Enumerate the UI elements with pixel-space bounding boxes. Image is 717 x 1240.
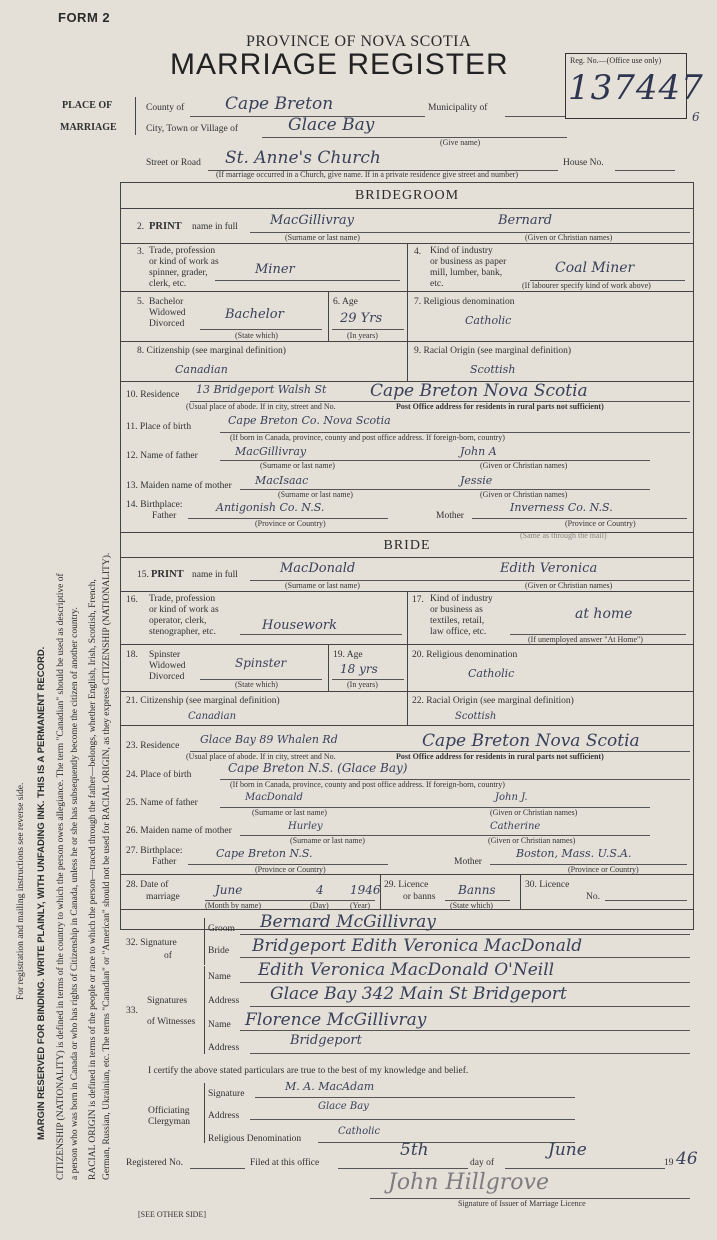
street-label: Street or Road: [146, 158, 201, 168]
bride-heading: BRIDE: [383, 538, 431, 553]
groom-religion-label: 7. Religious denomination: [414, 297, 515, 307]
groom-citizenship-value: Canadian: [175, 363, 228, 376]
w1-name: Edith Veronica MacDonald O'Neill: [258, 960, 555, 980]
groom-mother-label: 13. Maiden name of mother: [126, 481, 232, 491]
bride-mother-given-caption: (Given or Christian names): [488, 836, 576, 845]
w2-address-label: Address: [208, 1043, 240, 1053]
margin-note-citizenship-a: CITIZENSHIP (NATIONALITY) is defined in terms of the country to which the person owes allegiance. The term "Canadian" should be used as descriptive of: [56, 573, 66, 1180]
clergy-bracket: [204, 1083, 205, 1143]
bride-mother-birth-label: Mother: [454, 857, 482, 867]
bride-given-caption: (Given or Christian names): [525, 581, 613, 590]
divider: [380, 874, 381, 909]
signature-of-label: of: [164, 951, 172, 961]
place-bracket: [135, 97, 136, 135]
w1-address-label: Address: [208, 996, 240, 1006]
filed-year-prefix: 19: [664, 1158, 674, 1168]
bride-industry-num: 17.: [412, 595, 424, 605]
groom-trade-label: Trade, profession or kind of work as spinner, grader, clerk, etc.: [149, 246, 219, 289]
bride-residence-caption: (Usual place of abode. If in city, street and No.: [186, 752, 336, 761]
licence-label2: or banns: [403, 892, 436, 902]
margin-notes: [0, 0, 120, 1240]
bride-religion-value: Catholic: [468, 667, 515, 680]
groom-father-surname-caption: (Surname or last name): [260, 461, 335, 470]
issuer-signature: John Hillgrove: [388, 1170, 549, 1195]
divider: [120, 208, 693, 209]
clergy-address-label: Address: [208, 1111, 240, 1121]
bride-mother-label: 26. Maiden name of mother: [126, 826, 232, 836]
clergy-address: Glace Bay: [318, 1101, 369, 1112]
place-of-label: PLACE OF: [62, 100, 113, 111]
bride-mother-surname-caption: (Surname or last name): [290, 836, 365, 845]
groom-residence-place: Cape Breton Nova Scotia: [370, 381, 588, 401]
witnesses-num: 33.: [126, 1006, 138, 1016]
w2-name: Florence McGillivray: [245, 1010, 427, 1030]
w2-name-underline: [240, 1030, 690, 1031]
groom-mother-province-caption: (Province or Country): [565, 519, 636, 528]
groom-mother-birthplace: Inverness Co. N.S.: [510, 501, 613, 514]
year-caption: (Year): [350, 901, 371, 910]
groom-father-province-caption: (Province or Country): [255, 519, 326, 528]
registered-no-underline: [190, 1168, 245, 1169]
faded-note: (Same as through the mail): [520, 531, 607, 540]
groom-residence-street: 13 Bridgeport Walsh St: [196, 383, 327, 396]
divider: [520, 874, 521, 909]
groom-father-surname: MacGillivray: [235, 445, 307, 458]
divider: [328, 291, 329, 341]
groom-trade-value: Miner: [255, 262, 295, 277]
bride-mother-given: Catherine: [490, 821, 541, 832]
signature-bracket: [204, 918, 205, 965]
groom-religion-value: Catholic: [465, 314, 512, 327]
groom-mother-given-caption: (Given or Christian names): [480, 490, 568, 499]
registration-number: 137447: [568, 68, 704, 108]
bride-racial-label: 22. Racial Origin (see marginal definition): [412, 696, 574, 706]
bride-father-given-caption: (Given or Christian names): [490, 808, 578, 817]
divider: [407, 291, 408, 341]
groom-residence-label: 10. Residence: [126, 390, 180, 400]
marriage-year: 1946: [350, 883, 381, 897]
bride-mother-province-caption: (Province or Country): [568, 865, 639, 874]
groom-state-caption: (State which): [235, 331, 278, 340]
licence-label: 29. Licence: [384, 880, 429, 890]
house-no-label: House No.: [563, 158, 604, 168]
groom-sig-label: Groom: [208, 924, 235, 934]
marriage-date-label: 28. Date of: [126, 880, 169, 890]
divider: [407, 644, 408, 691]
bride-surname-caption: (Surname or last name): [285, 581, 360, 590]
bride-status-value: Spinster: [235, 656, 287, 670]
bride-birth-caption: (If born in Canada, province, county and post office address. If foreign-born, country): [230, 780, 505, 789]
municipality-underline: [505, 116, 565, 117]
month-caption: (Month by name): [205, 901, 261, 910]
clergy-sig-label: Signature: [208, 1089, 245, 1099]
give-name-caption: (Give name): [440, 138, 481, 147]
groom-surname: MacGillivray: [270, 213, 355, 228]
bride-name-label: name in full: [192, 570, 238, 580]
see-other-side: [SEE OTHER SIDE]: [138, 1210, 206, 1219]
margin-note-binding: MARGIN RESERVED FOR BINDING. WRITE PLAINLY, WITH UNFADING INK. THIS IS A PERMANENT RECORD.: [36, 646, 47, 1140]
groom-father-birth-label: Father: [152, 511, 177, 521]
divider: [120, 725, 693, 726]
bride-print-label: PRINT: [151, 569, 184, 580]
city-value: Glace Bay: [288, 115, 375, 135]
filed-label: Filed at this office: [250, 1158, 320, 1168]
county-value: Cape Breton: [225, 94, 334, 114]
licence-no-underline: [605, 900, 687, 901]
groom-name-num: 2.: [137, 222, 145, 232]
licence-state-caption: (State which): [450, 901, 493, 910]
groom-father-label: 12. Name of father: [126, 451, 198, 461]
bride-father-birth-label: Father: [152, 857, 177, 867]
groom-residence-caption-bold: Post Office address for residents in rural parts not sufficient): [396, 402, 604, 411]
groom-age-caption: (In years): [347, 331, 378, 340]
margin-note-citizenship-b: a person who was born in Canada or who has rights of Citizenship in Canada, unless he or she has subsequently become the citizen of another country.: [70, 607, 80, 1180]
bride-given: Edith Veronica: [500, 561, 598, 576]
groom-industry-caption: (If labourer specify kind of work above): [522, 281, 651, 290]
clergyman-label: Clergyman: [148, 1117, 191, 1127]
bride-sig-label: Bride: [208, 946, 230, 956]
licence-value: Banns: [458, 883, 496, 897]
document-title: MARRIAGE REGISTER: [170, 48, 509, 81]
groom-racial-label: 9. Racial Origin (see marginal definition): [414, 346, 572, 356]
w2-name-label: Name: [208, 1020, 231, 1030]
city-label: City, Town or Village of: [146, 124, 238, 134]
day-of-label: day of: [470, 1158, 495, 1168]
day-caption: (Day): [310, 901, 329, 910]
groom-industry-value: Coal Miner: [555, 260, 635, 276]
registered-no-label: Registered No.: [126, 1158, 183, 1168]
w2-address: Bridgeport: [290, 1033, 362, 1048]
bride-signature: Bridgeport Edith Veronica MacDonald: [252, 936, 583, 956]
bride-birth-value: Cape Breton N.S. (Glace Bay): [228, 761, 408, 775]
groom-birth-value: Cape Breton Co. Nova Scotia: [228, 414, 391, 427]
bride-residence-label: 23. Residence: [126, 741, 180, 751]
groom-age-label: 6. Age: [333, 297, 358, 307]
clergy-sig-underline: [255, 1097, 575, 1098]
groom-trade-underline: [215, 280, 400, 281]
divider: [120, 909, 693, 910]
bride-sig-underline: [240, 957, 690, 958]
bride-trade-label: Trade, profession or kind of work as operator, clerk, stenographer, etc.: [149, 594, 219, 637]
groom-mother-surname-caption: (Surname or last name): [278, 490, 353, 499]
divider: [407, 591, 408, 644]
bride-age-caption: (In years): [347, 680, 378, 689]
clergy-address-underline: [250, 1119, 575, 1120]
filed-day: 5th: [400, 1140, 429, 1160]
groom-status-label: Bachelor Widowed Divorced: [149, 297, 186, 329]
corner-mark: 6: [692, 110, 700, 124]
bride-surname: MacDonald: [280, 561, 356, 576]
bride-state-caption: (State which): [235, 680, 278, 689]
bride-father-surname-caption: (Surname or last name): [252, 808, 327, 817]
registration-label: Reg. No.—(Office use only): [570, 56, 662, 65]
bride-trade-num: 16.: [126, 595, 138, 605]
groom-given-caption: (Given or Christian names): [525, 233, 613, 242]
bride-residence-street: Glace Bay 89 Whalen Rd: [200, 733, 338, 746]
county-label: County of: [146, 103, 185, 113]
bride-birth-label: 24. Place of birth: [126, 770, 192, 780]
certify-text: I certify the above stated particulars are true to the best of my knowledge and belief.: [148, 1066, 469, 1076]
officiating-label: Officiating: [148, 1106, 190, 1116]
divider: [120, 557, 693, 558]
groom-given: Bernard: [498, 213, 553, 228]
groom-signature: Bernard McGillivray: [260, 912, 436, 932]
street-value: St. Anne's Church: [225, 148, 381, 168]
groom-father-birthplace: Antigonish Co. N.S.: [216, 501, 325, 514]
divider: [328, 644, 329, 691]
groom-surname-caption: (Surname or last name): [285, 233, 360, 242]
witnesses-label: Signatures: [147, 996, 188, 1006]
clergy-denomination: Catholic: [338, 1126, 381, 1137]
divider: [120, 874, 693, 875]
clergy-denom-label: Religious Denomination: [208, 1134, 302, 1144]
groom-residence-caption: (Usual place of abode. If in city, street and No.: [186, 402, 336, 411]
margin-note-racial-b: German, Russian, Ukrainian, etc. The terms "Canadian" or "American" should not be used for RACIAL ORIGIN, as they express CITIZENSHIP (NATIONALITY).: [102, 552, 112, 1180]
groom-status-value: Bachelor: [225, 307, 284, 322]
filed-day-underline: [338, 1168, 468, 1169]
groom-father-given-caption: (Given or Christian names): [480, 461, 568, 470]
margin-note-instructions: For registration and mailing instructions see reverse side.: [16, 782, 26, 1000]
groom-age-underline: [332, 329, 404, 330]
groom-citizenship-label: 8. Citizenship (see marginal definition): [137, 346, 286, 356]
bride-industry-caption: (If unemployed answer "At Home"): [528, 635, 643, 644]
groom-age-value: 29 Yrs: [340, 311, 383, 326]
bride-father-province-caption: (Province or Country): [255, 865, 326, 874]
bride-trade-underline: [240, 634, 402, 635]
municipality-label: Municipality of: [428, 103, 488, 113]
licence-no-label2: No.: [586, 892, 600, 902]
groom-father-given: John A: [460, 445, 497, 458]
groom-name-label: name in full: [192, 222, 238, 232]
groom-mother-given: Jessie: [460, 474, 493, 487]
filed-month: June: [548, 1140, 587, 1160]
clergy-denom-underline: [318, 1142, 575, 1143]
bride-status-num: 18.: [126, 650, 138, 660]
signature-label: 32. Signature: [126, 938, 177, 948]
groom-status-underline: [200, 329, 322, 330]
groom-mother-birth-label: Mother: [436, 511, 464, 521]
marriage-month: June: [215, 883, 243, 897]
groom-birth-label: 11. Place of birth: [126, 422, 192, 432]
groom-mother-surname: MacIsaac: [255, 474, 309, 487]
bride-trade-value: Housework: [262, 618, 337, 633]
bride-father-label: 25. Name of father: [126, 798, 198, 808]
groom-status-num: 5.: [137, 297, 145, 307]
bride-industry-value: at home: [575, 606, 633, 622]
groom-trade-num: 3.: [137, 247, 145, 257]
w1-address: Glace Bay 342 Main St Bridgeport: [270, 984, 567, 1004]
divider: [407, 691, 408, 725]
w1-name-underline: [240, 982, 690, 983]
licence-no-label: 30. Licence: [525, 880, 570, 890]
groom-sig-underline: [240, 934, 690, 935]
bride-residence-place: Cape Breton Nova Scotia: [422, 731, 640, 751]
bridegroom-heading: BRIDEGROOM: [354, 188, 460, 203]
groom-industry-num: 4.: [414, 247, 422, 257]
bride-name-num: 15.: [137, 570, 149, 580]
bride-age-label: 19. Age: [333, 650, 363, 660]
city-underline: [262, 137, 567, 138]
marriage-label: MARRIAGE: [60, 122, 117, 133]
bride-mother-surname: Hurley: [288, 821, 323, 832]
bride-industry-label: Kind of industry or business as textiles, retail, law office, etc.: [430, 594, 493, 637]
bride-parents-birth-label: 27. Birthplace:: [126, 846, 183, 856]
bride-father-given: John J.: [495, 792, 528, 803]
filed-year: 46: [676, 1149, 698, 1169]
divider: [407, 243, 408, 291]
bride-father-surname: MacDonald: [245, 792, 303, 803]
bride-citizenship-value: Canadian: [188, 711, 237, 722]
bride-age-value: 18 yrs: [340, 662, 378, 676]
filed-month-underline: [505, 1168, 665, 1169]
w2-address-underline: [250, 1053, 690, 1054]
groom-racial-value: Scottish: [470, 363, 516, 376]
clergy-signature: M. A. MacAdam: [285, 1080, 375, 1093]
w1-name-label: Name: [208, 972, 231, 982]
province-heading: PROVINCE OF NOVA SCOTIA: [245, 33, 471, 50]
witnesses-label2: of Witnesses: [147, 1017, 196, 1027]
street-note: (If marriage occurred in a Church, give name. If in a private residence give street and number): [216, 170, 519, 179]
bride-residence-caption-bold: Post Office address for residents in rural parts not sufficient): [396, 752, 604, 761]
divider: [120, 532, 693, 533]
groom-parents-birth-label: 14. Birthplace:: [126, 500, 183, 510]
witness-bracket: [204, 966, 205, 1054]
bride-religion-label: 20. Religious denomination: [412, 650, 518, 660]
w1-address-underline: [250, 1006, 690, 1007]
groom-print-label: PRINT: [149, 221, 182, 232]
marriage-day: 4: [316, 883, 324, 897]
house-underline: [615, 170, 675, 171]
groom-industry-label: Kind of industry or business as paper mill, lumber, bank, etc.: [430, 246, 507, 289]
divider: [407, 341, 408, 381]
bride-racial-value: Scottish: [455, 711, 497, 722]
bride-father-birthplace: Cape Breton N.S.: [216, 847, 313, 860]
form-number: FORM 2: [58, 10, 111, 25]
issuer-caption: Signature of Issuer of Marriage Licence: [458, 1199, 586, 1208]
groom-birth-caption: (If born in Canada, province, county and post office address. If foreign-born, country): [230, 433, 505, 442]
margin-note-racial-a: RACIAL ORIGIN is defined in terms of the people or race to which the person—traced through the father—belongs, whether English, Irish, Scottish, French,: [88, 579, 98, 1180]
bride-mother-birthplace: Boston, Mass. U.S.A.: [516, 847, 632, 860]
bride-citizenship-label: 21. Citizenship (see marginal definition): [126, 696, 280, 706]
bride-status-label: Spinster Widowed Divorced: [149, 650, 186, 682]
marriage-date-label2: marriage: [146, 892, 180, 902]
